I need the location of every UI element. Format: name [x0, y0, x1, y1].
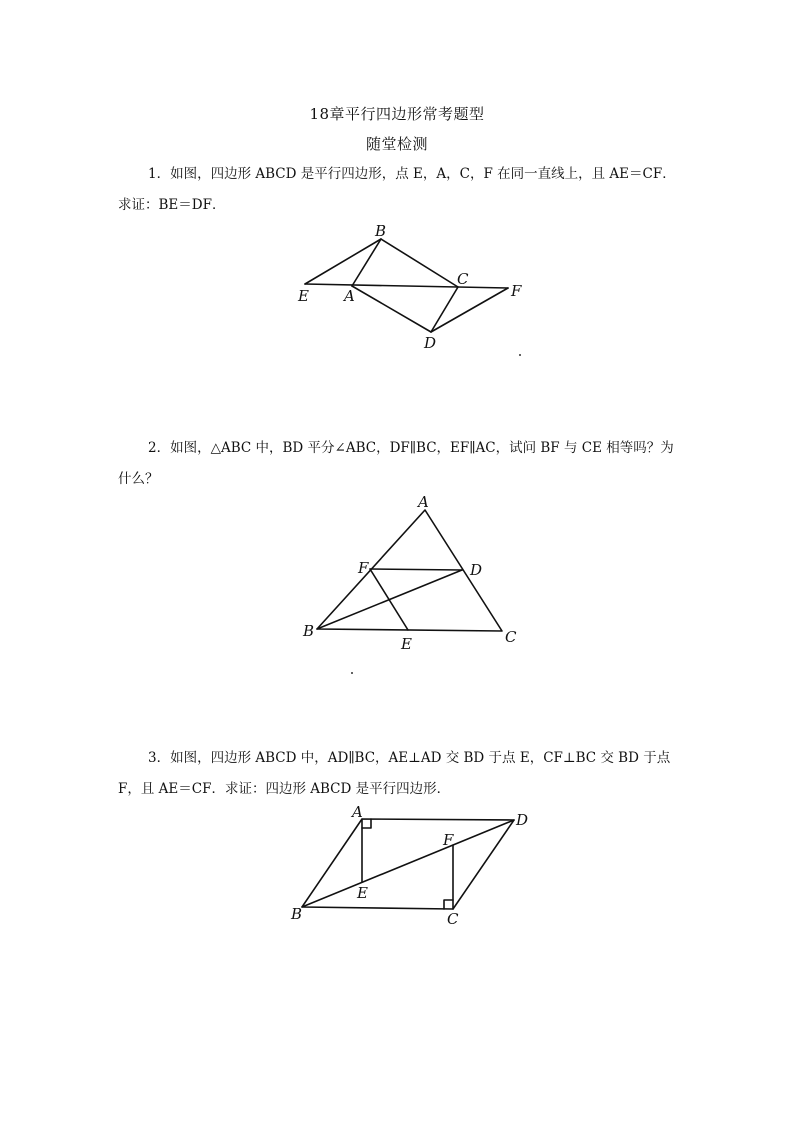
fig2-label-D: D: [470, 561, 483, 579]
problem-2-text: 2．如图，△ABC 中，BD 平分∠ABC，DF∥BC，EF∥AC，试问 BF 与 CE 相等吗？为什么？: [118, 440, 674, 487]
fig2-label-B: B: [303, 622, 315, 640]
problem-3: [118, 743, 678, 805]
fig1-line-EF: [305, 284, 508, 288]
fig3-label-B: B: [291, 905, 303, 923]
fig2-label-F: F: [358, 559, 369, 577]
fig1-label-E: E: [298, 287, 309, 305]
fig3-label-E: E: [357, 884, 368, 902]
figure-2-triangle: [300, 493, 530, 653]
scan-speck: [351, 672, 353, 674]
fig3-label-D: D: [516, 811, 529, 829]
fig1-segment-BC: [381, 239, 458, 287]
fig1-segment-CD: [431, 287, 458, 332]
fig1-segment-AD: [352, 286, 431, 332]
scan-speck: [519, 354, 521, 356]
fig3-label-A: A: [352, 803, 363, 821]
fig1-segment-DF: [431, 288, 508, 332]
fig3-diagonal-BD: [302, 820, 514, 907]
fig3-right-angle-A: [362, 819, 371, 828]
fig3-label-F: F: [443, 831, 454, 849]
problem-1: [118, 159, 678, 221]
fig3-label-C: C: [447, 910, 459, 928]
problem-2: [118, 433, 678, 495]
fig1-label-A: A: [344, 287, 355, 305]
fig1-label-F: F: [511, 282, 522, 300]
figure-1-parallelogram: [290, 220, 530, 360]
problem-1-text: 1．如图，四边形 ABCD 是平行四边形，点 E，A，C，F 在同一直线上，且 AE＝CF．求证：BE＝DF．: [118, 166, 676, 213]
page-title: 18章平行四边形常考题型: [309, 105, 485, 123]
fig1-label-B: B: [375, 222, 387, 240]
fig2-label-C: C: [505, 628, 517, 646]
fig2-segment-FE: [370, 569, 408, 630]
fig1-label-C: C: [457, 270, 469, 288]
figure-3-quadrilateral: [285, 803, 535, 933]
fig1-segment-AB: [352, 239, 381, 286]
fig3-right-angle-C: [444, 900, 453, 909]
fig2-label-E: E: [401, 635, 412, 653]
fig2-label-A: A: [418, 493, 429, 511]
page-subtitle: 随堂检测: [365, 135, 428, 153]
fig2-segment-FD: [370, 569, 462, 570]
fig1-label-D: D: [424, 334, 437, 352]
problem-3-text: 3．如图，四边形 ABCD 中，AD∥BC，AE⊥AD 交 BD 于点 E，CF⊥BC 交 BD 于点 F，且 AE＝CF．求证：四边形 ABCD 是平行四边形．: [118, 750, 671, 797]
fig1-segment-BE: [305, 239, 381, 284]
